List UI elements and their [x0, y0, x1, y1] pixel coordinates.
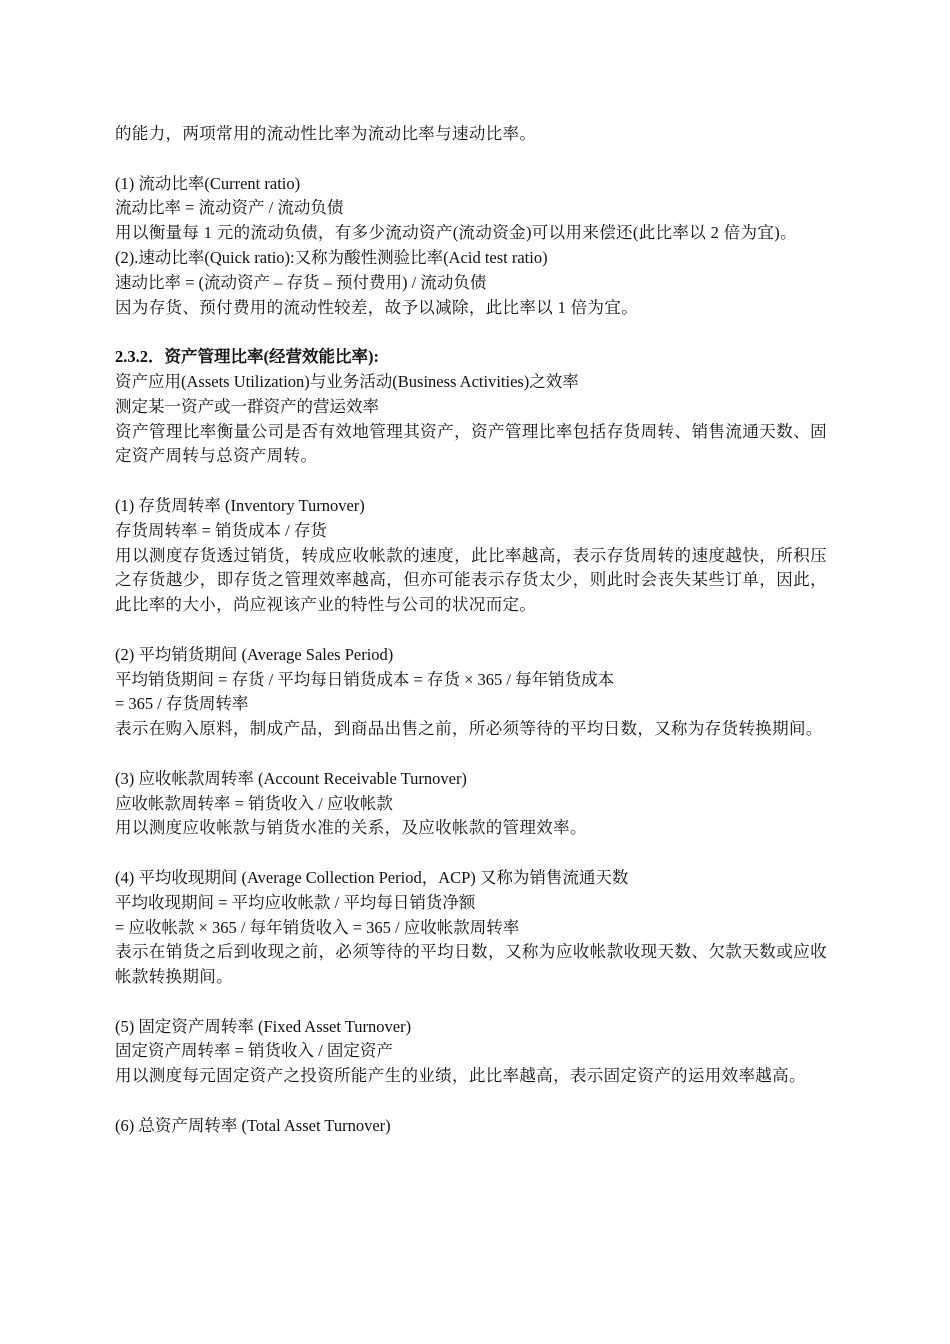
text-line: (1) 存货周转率 (Inventory Turnover) [115, 495, 365, 515]
text-line: 平均销货期间 = 存货 / 平均每日销货成本 = 存货 × 365 / 每年销货成本 [115, 669, 615, 689]
text-line: = 应收帐款 × 365 / 每年销货收入 = 365 / 应收帐款周转率 [115, 917, 520, 937]
text-line: (4) 平均收现期间 (Average Collection Period，ACP) 又称为销售流通天数 [115, 867, 629, 887]
text-line: 测定某一资产或一群资产的营运效率 [115, 396, 379, 416]
paragraph: 表示在购入原料，制成产品，到商品出售之前，所必须等待的平均日数，又称为存货转换期间。 [115, 719, 823, 739]
text-line: 存货周转率 = 销货成本 / 存货 [115, 520, 327, 540]
section-heading: 2.3.2．资产管理比率(经营效能比率): [115, 347, 379, 367]
text-line: (1) 流动比率(Current ratio) [115, 173, 301, 193]
text-line: 固定资产周转率 = 销货收入 / 固定资产 [115, 1041, 393, 1061]
blank-line [115, 618, 827, 643]
text-line: = 365 / 存货周转率 [115, 694, 249, 714]
text-line: 速动比率 = (流动资产 – 存货 – 预付费用) / 流动负债 [115, 272, 487, 292]
paragraph: 用以测度存货透过销货，转成应收帐款的速度，此比率越高，表示存货周转的速度越快，所积压之存货越少，即存货之管理效率越高，但亦可能表示存货太少，则此时会丧失某些订单，因此，此比率的大小，尚应视该产业的特性与公司的状况而定。 [115, 545, 827, 615]
blank-line [115, 841, 827, 866]
text-line: (3) 应收帐款周转率 (Account Receivable Turnover) [115, 768, 467, 788]
text-line: 资产应用(Assets Utilization)与业务活动(Business Activities)之效率 [115, 371, 579, 391]
text-line: 流动比率 = 流动资产 / 流动负债 [115, 198, 344, 218]
paragraph: 资产管理比率衡量公司是否有效地管理其资产，资产管理比率包括存货周转、销售流通天数、固定资产周转与总资产周转。 [115, 421, 827, 466]
text-line: (2) 平均销货期间 (Average Sales Period) [115, 644, 394, 664]
paragraph: 表示在销货之后到收现之前，必须等待的平均日数，又称为应收帐款收现天数、欠款天数或应收帐款转换期间。 [115, 942, 827, 987]
blank-line [115, 147, 827, 172]
blank-line [115, 469, 827, 494]
paragraph: 的能力，两项常用的流动性比率为流动比率与速动比率。 [115, 124, 537, 143]
paragraph: 用以测度每元固定资产之投资所能产生的业绩，此比率越高，表示固定资产的运用效率越高。 [115, 1066, 806, 1086]
blank-line [115, 320, 827, 345]
paragraph: 用以测度应收帐款与销货水准的关系，及应收帐款的管理效率。 [115, 818, 587, 838]
blank-line [115, 1089, 827, 1114]
text-line: (5) 固定资产周转率 (Fixed Asset Turnover) [115, 1016, 412, 1036]
text-line: (2).速动比率(Quick ratio):又称为酸性测验比率(Acid test ratio) [115, 247, 548, 267]
blank-line [115, 990, 827, 1015]
blank-line [115, 742, 827, 767]
text-line: 应收帐款周转率 = 销货收入 / 应收帐款 [115, 793, 393, 813]
paragraph: 因为存货、预付费用的流动性较差，故予以减除，此比率以 1 倍为宜。 [115, 297, 639, 317]
paragraph: 用以衡量每 1 元的流动负债，有多少流动资产(流动资金)可以用来偿还(此比率以 2 倍为宜)。 [115, 223, 797, 243]
document-page [115, 122, 827, 1139]
text-line: 平均收现期间 = 平均应收帐款 / 平均每日销货净额 [115, 892, 476, 912]
text-line: (6) 总资产周转率 (Total Asset Turnover) [115, 1115, 391, 1135]
